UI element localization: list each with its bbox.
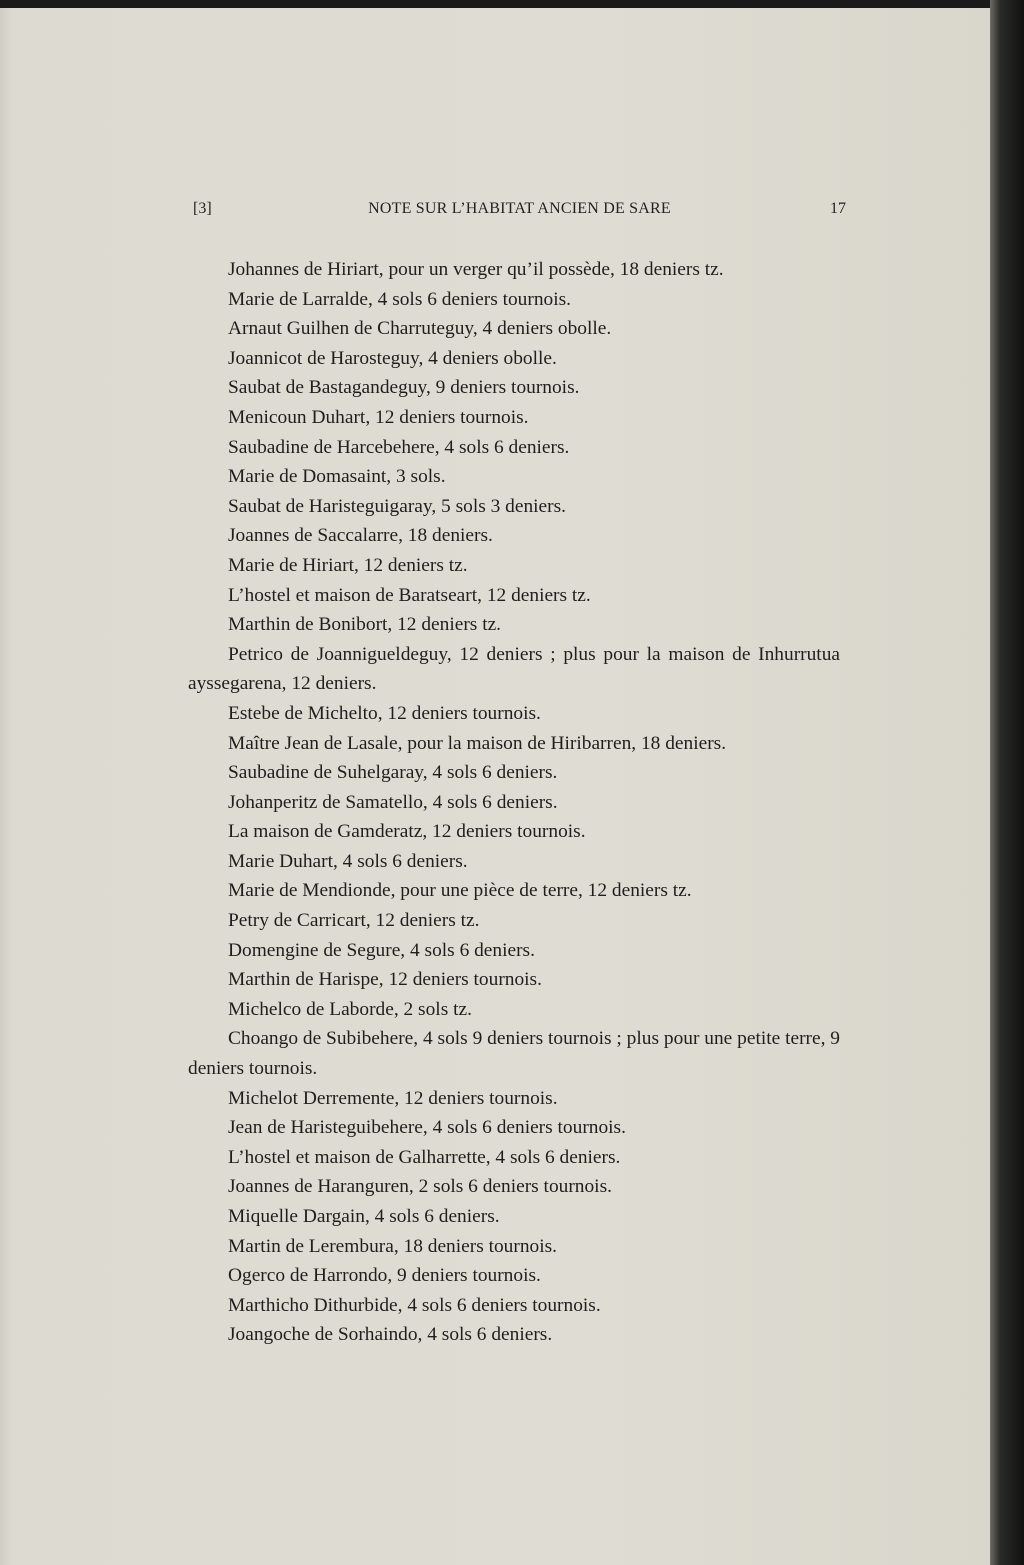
list-entry: Saubat de Bastagandeguy, 9 deniers tournois. bbox=[228, 377, 580, 399]
list-entry: Marie de Mendionde, pour une pièce de terre, 12 deniers tz. bbox=[228, 880, 692, 902]
list-entry: Joangoche de Sorhaindo, 4 sols 6 deniers. bbox=[228, 1324, 553, 1346]
list-entry: Martin de Lerembura, 18 deniers tournois. bbox=[228, 1235, 558, 1257]
list-entry: Menicoun Duhart, 12 deniers tournois. bbox=[228, 406, 529, 428]
list-entry: Miquelle Dargain, 4 sols 6 deniers. bbox=[228, 1206, 500, 1227]
list-entry: Saubat de Haristeguigaray, 5 sols 3 deniers. bbox=[228, 495, 566, 517]
list-entry: Marie de Domasaint, 3 sols. bbox=[228, 466, 446, 488]
entry-list bbox=[188, 255, 840, 1350]
page-number: 17 bbox=[830, 200, 846, 217]
list-entry: L’hostel et maison de Baratseart, 12 deniers tz. bbox=[228, 584, 591, 606]
list-entry: Estebe de Michelto, 12 deniers tournois. bbox=[228, 702, 541, 724]
list-entry: La maison de Gamderatz, 12 deniers tournois. bbox=[228, 821, 586, 843]
list-entry: Michelco de Laborde, 2 sols tz. bbox=[228, 998, 472, 1020]
list-entry: Marie Duhart, 4 sols 6 deniers. bbox=[228, 850, 468, 872]
list-entry: Marie de Hiriart, 12 deniers tz. bbox=[228, 554, 468, 576]
scan-edge bbox=[990, 0, 1024, 1565]
list-entry: Arnaut Guilhen de Charruteguy, 4 deniers obolle. bbox=[228, 318, 612, 340]
list-entry: Marthicho Dithurbide, 4 sols 6 deniers tournois. bbox=[228, 1294, 601, 1316]
list-entry: Maître Jean de Lasale, pour la maison de Hiribarren, 18 deniers. bbox=[228, 732, 727, 754]
list-entry: Domengine de Segure, 4 sols 6 deniers. bbox=[228, 939, 535, 961]
list-entry: Joannicot de Harosteguy, 4 deniers obolle. bbox=[228, 347, 557, 369]
list-entry: Ogerco de Harrondo, 9 deniers tournois. bbox=[228, 1265, 541, 1287]
header-title: NOTE SUR L’HABITAT ANCIEN DE SARE bbox=[368, 200, 671, 217]
list-entry: L’hostel et maison de Galharrette, 4 sols 6 deniers. bbox=[228, 1146, 621, 1168]
list-entry: Joannes de Haranguren, 2 sols 6 deniers tournois. bbox=[228, 1176, 612, 1198]
running-header bbox=[193, 200, 846, 224]
list-entry: Jean de Haristeguibehere, 4 sols 6 deniers tournois. bbox=[228, 1117, 626, 1139]
list-entry: Johannes de Hiriart, pour un verger qu’il possède, 18 deniers tz. bbox=[228, 259, 724, 280]
list-entry: Choango de Subibehere, 4 sols 9 deniers tournois ; plus pour une petite terre, 9 deniers tournois. bbox=[188, 1028, 840, 1080]
list-entry: Joannes de Saccalarre, 18 deniers. bbox=[228, 525, 493, 547]
list-entry: Saubadine de Harcebehere, 4 sols 6 deniers. bbox=[228, 436, 570, 458]
list-entry: Michelot Derremente, 12 deniers tournois. bbox=[228, 1087, 558, 1109]
list-entry: Petrico de Joannigueldeguy, 12 deniers ; plus pour la maison de Inhurrutua ayssegarena, 12 deniers. bbox=[188, 643, 840, 695]
list-entry: Marthin de Bonibort, 12 deniers tz. bbox=[228, 614, 502, 636]
list-entry: Marthin de Harispe, 12 deniers tournois. bbox=[228, 969, 542, 991]
list-entry: Johanperitz de Samatello, 4 sols 6 deniers. bbox=[228, 791, 558, 813]
section-number: [3] bbox=[193, 200, 212, 217]
list-entry: Marie de Larralde, 4 sols 6 deniers tournois. bbox=[228, 288, 572, 310]
list-entry: Petry de Carricart, 12 deniers tz. bbox=[228, 910, 480, 932]
list-entry: Saubadine de Suhelgaray, 4 sols 6 deniers. bbox=[228, 762, 558, 784]
